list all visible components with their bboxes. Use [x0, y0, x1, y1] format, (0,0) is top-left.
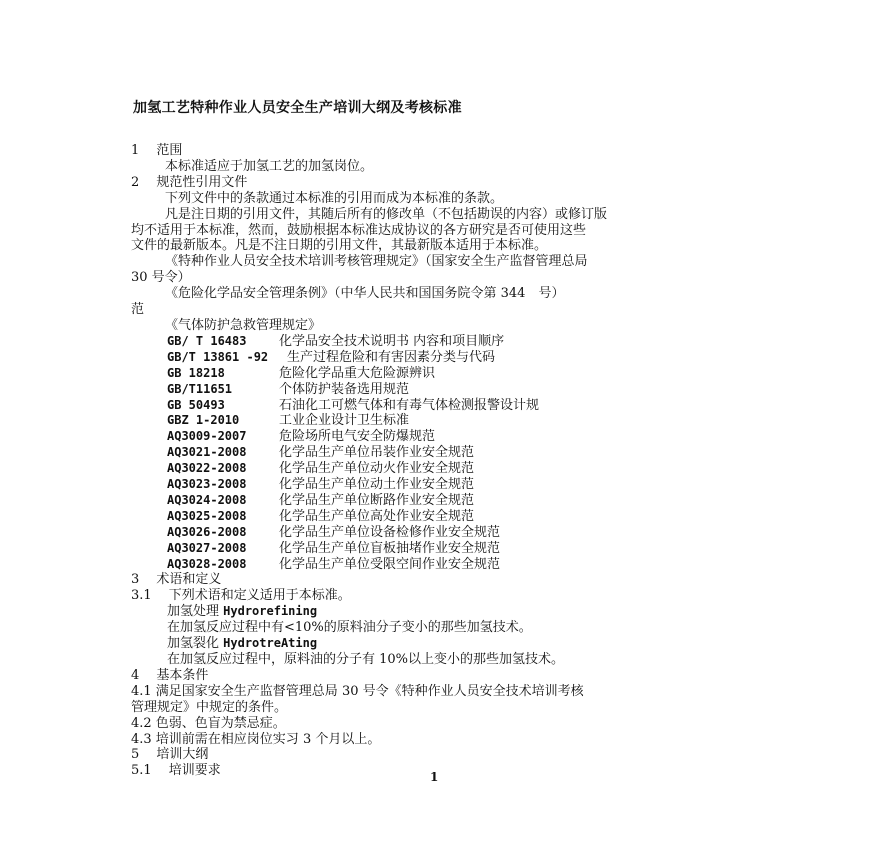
- standard-title: 化学品生产单位设备检修作业安全规范: [279, 524, 501, 540]
- reference-item-cont: 30 号令）: [131, 270, 191, 286]
- standard-title: 个体防护装备选用规范: [279, 381, 410, 397]
- term-heading: [131, 604, 751, 620]
- term-english: Hydrorefining: [223, 604, 318, 619]
- section-heading-4: 4 基本条件: [131, 667, 209, 683]
- standard-item: [131, 366, 751, 382]
- paragraph: 本标准适应于加氢工艺的加氢岗位。: [165, 158, 374, 174]
- paragraph: 文件的最新版本。凡是不注日期的引用文件，其最新版本适用于本标准。: [131, 238, 548, 254]
- standard-item: [131, 525, 751, 541]
- clause-4-2: 4.2 色弱、色盲为禁忌症。: [131, 715, 286, 731]
- document-body: [131, 143, 751, 779]
- term-definition: 在加氢反应过程中，原料油的分子有 10%以上变小的那些加氢技术。: [167, 652, 565, 667]
- standard-code: AQ3028-2008: [167, 556, 247, 571]
- reference-item: 《危险化学品安全管理条例》（中华人民共和国国务院令第 344 号）: [165, 286, 565, 302]
- term-name: 加氢裂化: [167, 636, 220, 652]
- standard-code: AQ3027-2008: [167, 540, 247, 555]
- paragraph: 均不适用于本标准，然而，鼓励根据本标准达成协议的各方研究是否可使用这些: [131, 222, 587, 238]
- standard-item: [131, 413, 751, 429]
- standard-code: AQ3024-2008: [167, 492, 247, 507]
- standard-title: 化学品安全技术说明书 内容和项目顺序: [279, 333, 505, 349]
- section-heading-1: 1 范围: [131, 143, 183, 158]
- standard-item: [131, 334, 751, 350]
- standard-code: GBZ 1-2010: [167, 413, 240, 428]
- standard-title: 生产过程危险和有害因素分类与代码: [287, 349, 496, 365]
- reference-item: 《气体防护急救管理规定》: [165, 317, 322, 333]
- standard-item: [131, 350, 751, 366]
- standard-item: [131, 477, 751, 493]
- term-english: HydrotreAting: [223, 636, 318, 651]
- clause-5-1: 5.1 培训要求: [131, 763, 221, 779]
- standard-code: GB/ T 16483: [167, 333, 247, 348]
- standard-code: AQ3022-2008: [167, 461, 247, 476]
- standard-title: 危险场所电气安全防爆规范: [279, 429, 436, 445]
- standard-title: 化学品生产单位吊装作业安全规范: [279, 445, 475, 461]
- standard-title: 化学品生产单位盲板抽堵作业安全规范: [279, 540, 501, 556]
- standard-item: [131, 429, 751, 445]
- clause-4-3: 4.3 培训前需在相应岗位实习 3 个月以上。: [131, 731, 381, 747]
- standard-code: AQ3021-2008: [167, 445, 247, 460]
- standard-code: GB/T 13861 -92: [167, 349, 269, 364]
- section-heading-2: 2 规范性引用文件: [131, 174, 248, 190]
- standard-title: 化学品生产单位受限空间作业安全规范: [279, 556, 501, 572]
- term-heading: [131, 636, 751, 652]
- term-name: 加氢处理: [167, 604, 220, 620]
- standard-item: [131, 461, 751, 477]
- standard-code: AQ3009-2007: [167, 429, 247, 444]
- standard-code: AQ3025-2008: [167, 508, 247, 523]
- standard-title: 石油化工可燃气体和有毒气体检测报警设计规: [279, 397, 540, 413]
- standard-title: 化学品生产单位断路作业安全规范: [279, 492, 475, 508]
- standard-title: 危险化学品重大危险源辨识: [279, 365, 436, 381]
- reference-item: 《特种作业人员安全技术培训考核管理规定》（国家安全生产监督管理总局: [165, 254, 588, 270]
- paragraph: 凡是注日期的引用文件，其随后所有的修改单（不包括勘误的内容）或修订版: [165, 206, 608, 222]
- reference-item-cont: 范: [131, 302, 145, 318]
- section-heading-3: 3 术语和定义: [131, 572, 222, 588]
- standard-title: 工业企业设计卫生标准: [279, 413, 410, 429]
- standard-item: [131, 398, 751, 414]
- standard-code: AQ3023-2008: [167, 477, 247, 492]
- standard-item: [131, 541, 751, 557]
- clause-4-1: 4.1 满足国家安全生产监督管理总局 30 号令《特种作业人员安全技术培训考核: [131, 683, 584, 699]
- standard-code: AQ3026-2008: [167, 524, 247, 539]
- paragraph: 下列文件中的条款通过本标准的引用而成为本标准的条款。: [165, 190, 504, 206]
- standard-code: GB/T11651: [167, 381, 233, 396]
- standard-item: [131, 509, 751, 525]
- document-title: 加氢工艺特种作业人员安全生产培训大纲及考核标准: [133, 100, 462, 116]
- standard-title: 化学品生产单位高处作业安全规范: [279, 508, 475, 524]
- standard-item: [131, 493, 751, 509]
- standard-title: 化学品生产单位动土作业安全规范: [279, 477, 475, 493]
- standard-item: [131, 557, 751, 573]
- clause-4-1-cont: 管理规定》中规定的条件。: [131, 699, 288, 715]
- standard-code: GB 18218: [167, 365, 225, 380]
- standard-item: [131, 445, 751, 461]
- term-definition: 在加氢反应过程中有<10%的原料油分子变小的那些加氢技术。: [167, 620, 532, 636]
- standard-title: 化学品生产单位动火作业安全规范: [279, 461, 475, 477]
- clause-3-1: 3.1 下列术语和定义适用于本标准。: [131, 588, 351, 604]
- page-number: 1: [430, 770, 439, 784]
- standard-code: GB 50493: [167, 397, 225, 412]
- section-heading-5: 5 培训大纲: [131, 747, 209, 763]
- standard-item: [131, 382, 751, 398]
